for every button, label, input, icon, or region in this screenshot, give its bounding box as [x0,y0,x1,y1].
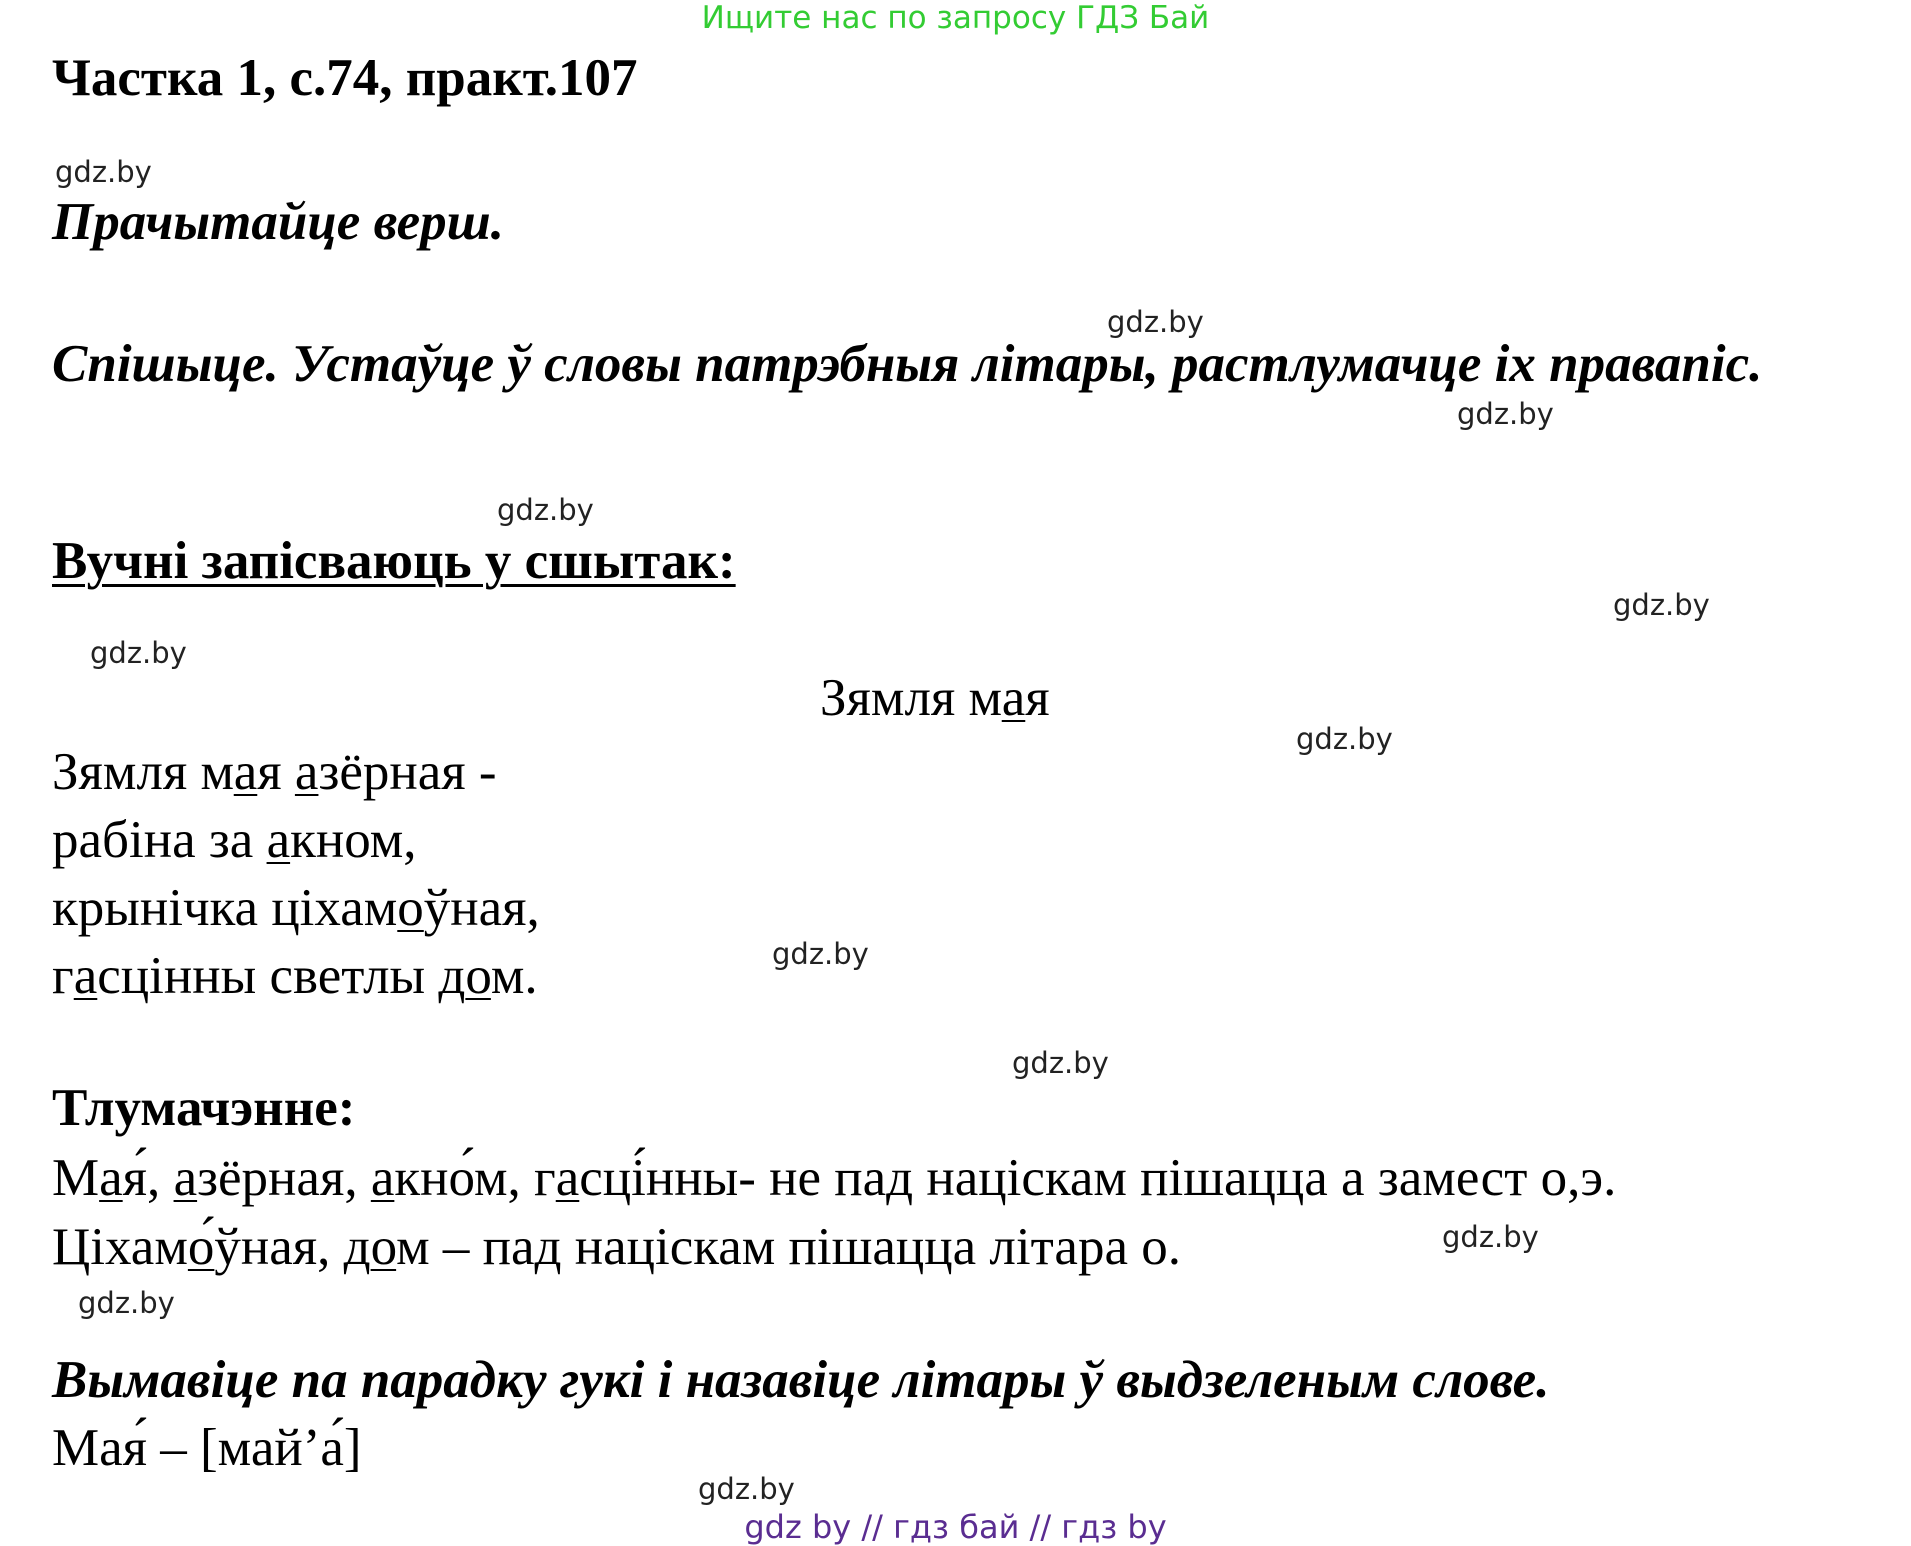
task-sounds: Вымавіце па парадку гукі і назавіце літары ў выдзеленым слове. [52,1351,1550,1409]
poem-line: крынічка ціхамоўная, [52,879,540,937]
task-write: Спішыце. Устаўце ў словы патрэбныя літары, растлумачце іх правапіс. [52,335,1763,393]
students-write-heading: Вучні запісваюць у сшытак: [52,532,736,590]
watermark: gdz.by [1296,722,1393,756]
watermark: gdz.by [1107,305,1204,339]
explanation-line-2: Ціхамо́ўная, дом – пад націскам пішацца літара о. [52,1218,1181,1276]
poem-line: гасцінны светлы дом. [52,947,538,1005]
page-heading: Частка 1, с.74, практ.107 [52,49,638,107]
explanation-line-1: Мая́, азёрная, акно́м, гасці́нны- не пад націскам пішацца а замест о,э. [52,1149,1617,1207]
watermark: gdz.by [1613,588,1710,622]
watermark: gdz.by [772,937,869,971]
bottom-banner: gdz by // гдз бай // гдз by [744,1508,1167,1546]
watermark: gdz.by [55,155,152,189]
explanation-title: Тлумачэнне: [52,1079,356,1137]
watermark: gdz.by [90,636,187,670]
poem-stanza [52,738,540,1010]
transcription: Мая́ – [май’а́] [52,1419,362,1477]
watermark: gdz.by [1012,1046,1109,1080]
watermark: gdz.by [1442,1220,1539,1254]
poem-line: Зямля мая азёрная - [52,743,497,801]
watermark: gdz.by [497,493,594,527]
task-read: Прачытайце верш. [52,193,505,251]
watermark: gdz.by [1457,397,1554,431]
poem-line: рабіна за акном, [52,811,417,869]
top-banner: Ищите нас по запросу ГДЗ Бай [701,0,1210,36]
watermark: gdz.by [698,1472,795,1506]
watermark: gdz.by [78,1286,175,1320]
poem-title: Зямля мая [820,669,1050,727]
